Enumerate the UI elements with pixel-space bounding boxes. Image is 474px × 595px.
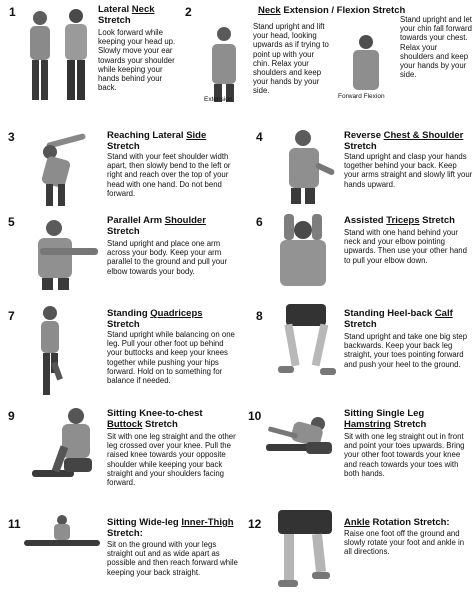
exercise-description: Stand upright and lift your head, looking upwards as if trying to point up with your chin. Relax your shoulders and keep your hands by your side. [253, 22, 329, 96]
neck-extension-photo [198, 20, 250, 102]
exercise-number: 2 [185, 5, 192, 19]
exercise-description: Stand upright and clasp your hands together behind your back. Keep your arms straight and slowly lift your hands upward. [344, 152, 473, 189]
exercise-number: 7 [8, 309, 15, 323]
hamstring-stretch-photo [262, 412, 340, 472]
exercise-number: 11 [8, 517, 21, 531]
exercise-number: 1 [9, 5, 16, 19]
side-stretch-photo [16, 126, 100, 206]
exercise-description: Stand upright and take one big step backwards. Keep your back leg straight, your toes pointing forward and push your heel to the ground. [344, 332, 468, 369]
calf-stretch-photo [272, 304, 342, 390]
exercise-description: Look forward while keeping your head up. Slowly move your ear towards your shoulder while keeping your hands behind your back. [98, 28, 176, 93]
lateral-neck-stretch-photo [20, 4, 98, 104]
exercise-title: Parallel Arm Shoulder Stretch [107, 215, 206, 237]
exercise-description: Stand upright and let your chin fall forward towards your chest. Relax your shoulders and keep your hands by your side. [400, 15, 472, 80]
inner-thigh-stretch-photo [22, 514, 102, 554]
exercise-number: 10 [248, 409, 262, 423]
exercise-description: Stand with your feet shoulder width apart, then slowly bend to the left or right and reach over the top of your head with one hand. Do not bend forward. [107, 152, 231, 198]
exercise-title: Reaching Lateral Side Stretch [107, 130, 207, 152]
exercise-title: Sitting Knee-to-chest Buttock Stretch [107, 408, 203, 430]
neck-flexion-photo [340, 28, 398, 94]
exercise-description: Sit on the ground with your legs straight out and as wide apart as possible and then reach forward while keeping your back straight. [107, 540, 238, 577]
exercise-title: Ankle Rotation Stretch: [344, 517, 450, 528]
exercise-title: Standing Heel-back Calf Stretch [344, 308, 453, 330]
exercise-number: 4 [256, 130, 263, 144]
exercise-title: Sitting Single Leg Hamstring Stretch [344, 408, 427, 430]
exercise-description: Stand upright and place one arm across your body. Keep your arm parallel to the ground and pull your elbow towards your body. [107, 239, 228, 276]
triceps-stretch-photo [266, 210, 342, 292]
quadriceps-stretch-photo [30, 304, 70, 396]
exercise-title: Lateral Neck Stretch [98, 4, 155, 26]
exercise-title: Sitting Wide-leg Inner-Thigh Stretch: [107, 517, 234, 539]
exercise-title: Neck Extension / Flexion Stretch [258, 5, 406, 16]
exercise-number: 8 [256, 309, 263, 323]
exercise-title: Standing Quadriceps Stretch [107, 308, 203, 330]
image-caption: Forward Flexion [338, 93, 385, 100]
exercise-description: Raise one foot off the ground and slowly rotate your foot and ankle in all directions. [344, 529, 465, 557]
exercise-title: Reverse Chest & Shoulder Stretch [344, 130, 464, 152]
exercise-description: Sit with one leg straight and the other leg crossed over your knee. Pull the raised knee towards your opposite shoulder while keeping your back straight and your shoulders facing forward. [107, 432, 236, 488]
exercise-number: 12 [248, 517, 262, 531]
exercise-number: 5 [8, 215, 15, 229]
exercise-title: Assisted Triceps Stretch [344, 215, 455, 226]
exercise-number: 9 [8, 409, 15, 423]
exercise-description: Stand with one hand behind your neck and your elbow pointing upwards. Then use your other hand to pull your elbow down. [344, 228, 467, 265]
exercise-description: Sit with one leg straight out in front and point your toes upwards. Bring your other foot towards your knee and reach towards your toes with both hands. [344, 432, 465, 478]
exercise-description: Stand upright while balancing on one leg. Pull your other foot up behind your buttocks and keep your knees together while pushing your hips forward. Hold on to something for balance if needed. [107, 330, 235, 386]
exercise-number: 6 [256, 215, 263, 229]
buttock-stretch-photo [28, 404, 104, 488]
ankle-rotation-photo [268, 510, 340, 592]
chest-shoulder-stretch-photo [265, 126, 341, 204]
exercise-number: 3 [8, 130, 15, 144]
shoulder-stretch-photo [18, 212, 102, 290]
image-caption: Extension [204, 96, 233, 103]
